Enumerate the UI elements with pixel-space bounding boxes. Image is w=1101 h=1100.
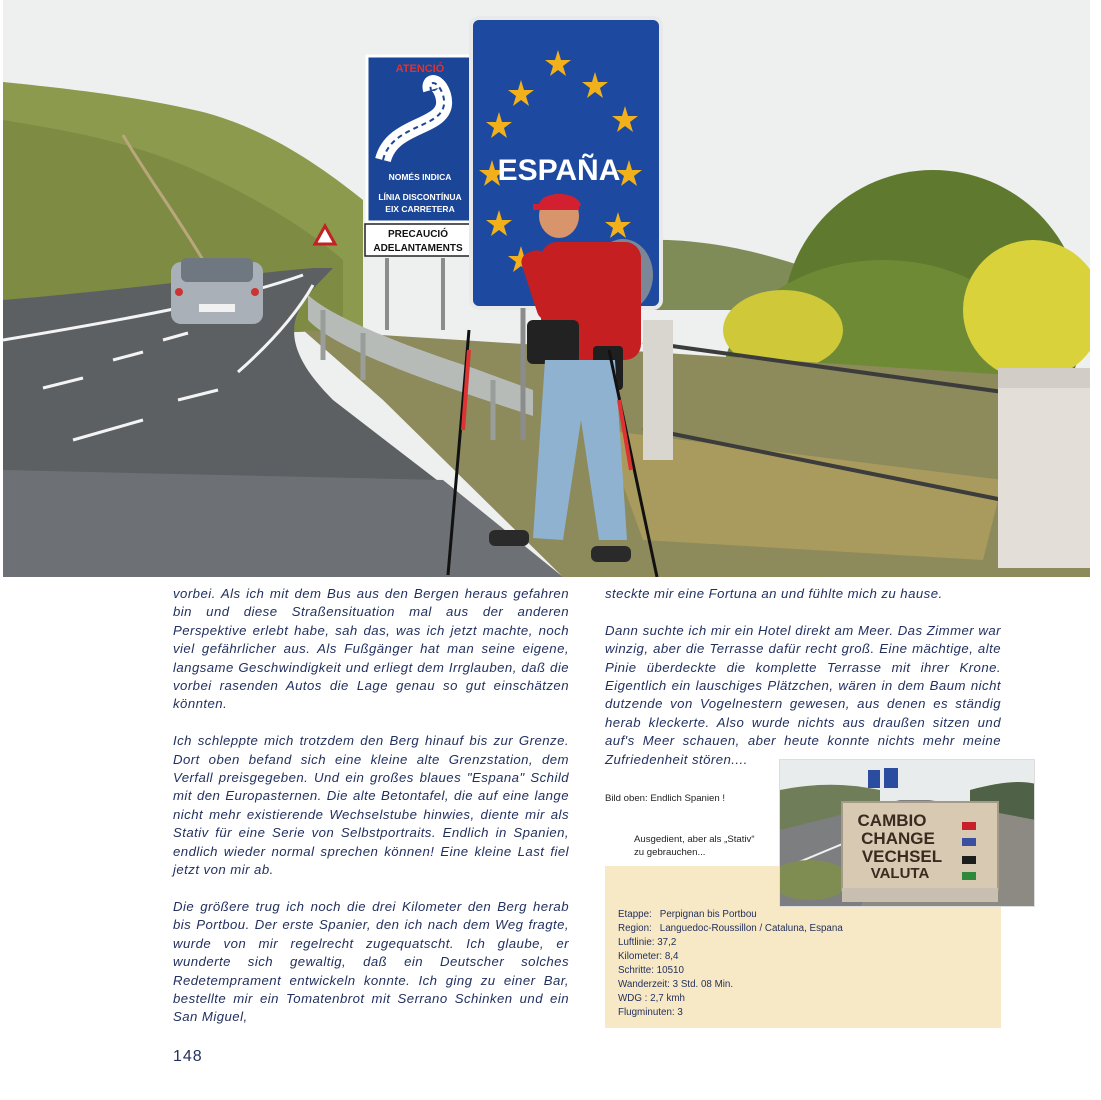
article-column-right bbox=[605, 585, 1001, 787]
stats-value: 8,4 bbox=[664, 951, 679, 962]
cambio-sign bbox=[842, 802, 998, 902]
stats-value: Perpignan bis Portbou bbox=[659, 909, 757, 920]
paragraph: Dann suchte ich mir ein Hotel direkt am Meer. Das Zimmer war winzig, aber die Terrasse dafür recht groß. Eine mächtige, alte Pinie überdeckte die komplette Terrasse mit ihrer Krone. Eigentlich ein lauschiges Plätzchen, wären in dem Baum nicht dutzende von Vogelnestern gewesen, aus denen es ständig herab kleckerte. Also wurde nichts aus draußen sitzen und auf's Meer schauen, aber heute konnte nichts mehr meine Zufriedenheit stören.... bbox=[605, 622, 1001, 767]
stats-label: Luftlinie: bbox=[618, 937, 655, 948]
stats-value: 2,7 kmh bbox=[650, 993, 685, 1004]
stats-value: 10510 bbox=[656, 965, 684, 976]
stats-row bbox=[618, 978, 843, 992]
top-photo-caption: Bild oben: Endlich Spanien ! bbox=[605, 793, 726, 804]
small-photo-caption bbox=[634, 833, 782, 859]
stats-label: Wanderzeit: bbox=[618, 979, 670, 990]
paragraph: steckte mir eine Fortuna an und fühlte mich zu hause. bbox=[605, 586, 943, 601]
stats-row bbox=[618, 950, 843, 964]
stats-row bbox=[618, 922, 843, 936]
vechsel-text: VECHSEL bbox=[861, 847, 943, 866]
exchange-sign-photo bbox=[779, 759, 1035, 907]
stats-label: Flugminuten: bbox=[618, 1007, 675, 1018]
stats-list bbox=[618, 908, 843, 1020]
stats-row bbox=[618, 1006, 843, 1020]
paragraph: Ich schleppte mich trotzdem den Berg hinauf bis zur Grenze. Dort oben befand sich eine kleine alte Grenzstation, dem Verfall preisgegeben. Und ein großes blaues "Espana" Schild mit den Europasternen. Die alte Betontafel, die auf eine lange nicht mehr existierende Wechselstube hinwies, diente mir als Stativ für eine Serie von Selbstportraits. Endlich in Spanien, endlich wieder normal sprechen können! Eine kleine Last fiel jetzt von mir ab. bbox=[173, 733, 569, 878]
atencio-text: ATENCIÓ bbox=[395, 63, 445, 75]
stats-label: Etappe: bbox=[618, 909, 652, 920]
adelantaments-text: ADELANTAMENTS bbox=[373, 243, 463, 254]
stats-value: 3 bbox=[677, 1007, 683, 1018]
border-scene-illustration bbox=[3, 0, 1090, 577]
precaucio-text: PRECAUCIÓ bbox=[387, 229, 449, 240]
stats-value: 37,2 bbox=[657, 937, 677, 948]
cambio-text: CAMBIO bbox=[857, 811, 927, 830]
stats-label: Schritte: bbox=[618, 965, 654, 976]
caption-line: Ausgedient, aber als „Stativ“ bbox=[634, 834, 755, 845]
stats-row bbox=[618, 936, 843, 950]
stats-value: Languedoc-Roussillon / Cataluna, Espana bbox=[659, 923, 843, 934]
paragraph: vorbei. Als ich mit dem Bus aus den Bergen heraus gefahren bin und diese Straßensituation mal aus der anderen Perspektive erlebt habe, sah das, was ich jetzt machte, noch viel gefährlicher aus. Als Fußgänger hat man seine eigene, langsame Geschwindigkeit und erliegt dem Irrglauben, daß die vorbei rasenden Autos die Lage genau so gut einschätzen könnten. bbox=[173, 586, 569, 712]
nomes-indica-text: NOMÉS INDICA bbox=[388, 172, 452, 182]
caption-line: zu gebrauchen... bbox=[634, 847, 706, 858]
hero-photo bbox=[3, 0, 1090, 577]
stats-row bbox=[618, 908, 843, 922]
change-text: CHANGE bbox=[861, 829, 935, 848]
stats-row bbox=[618, 964, 843, 978]
stats-value: 3 Std. 08 Min. bbox=[672, 979, 734, 990]
stats-row bbox=[618, 992, 843, 1006]
valuta-text: VALUTA bbox=[870, 865, 930, 882]
espana-text: ESPAÑA bbox=[497, 154, 621, 187]
stats-label: Region: bbox=[618, 923, 652, 934]
stats-label: WDG : bbox=[618, 993, 648, 1004]
eix-carretera-text: EIX CARRETERA bbox=[385, 204, 455, 214]
paragraph: Die größere trug ich noch die drei Kilometer den Berg herab bis Portbou. Der erste Spanier, den ich nach dem Weg fragte, wurde von mir regelrecht zugequatscht. Ich glaube, er wunderte sich gewaltig, daß ein Deutscher solches Redetemprament entwickeln konnte. Ich ging zu einer Bar, bestellte mir ein Tomatenbrot mit Serrano Schinken und ein San Miguel, bbox=[173, 898, 569, 1025]
page-number: 148 bbox=[173, 1048, 203, 1065]
exchange-sign-illustration bbox=[780, 760, 1035, 907]
linia-text: LÍNIA DISCONTÍNUA bbox=[378, 192, 462, 202]
article-column-left bbox=[173, 585, 569, 1045]
stats-label: Kilometer: bbox=[618, 951, 663, 962]
